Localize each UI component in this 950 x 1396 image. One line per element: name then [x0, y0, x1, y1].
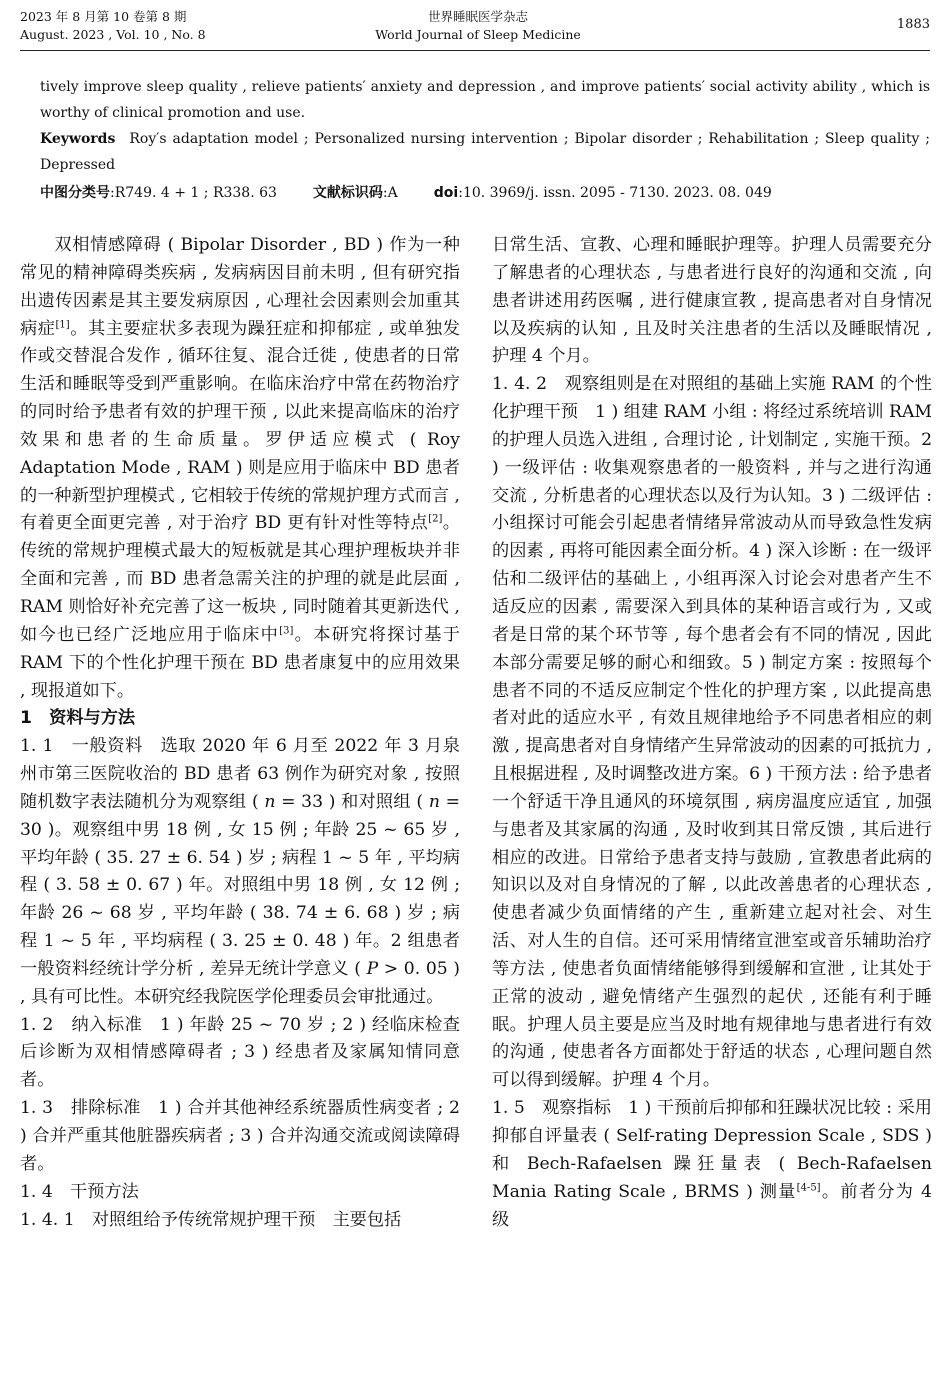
abstract-block	[40, 74, 930, 178]
section-1-3: 1. 3 排除标准 1 ) 合并其他神经系统器质性病变者 ; 2 ) 合并严重其他脏器疾病者 ; 3 ) 合并沟通交流或阅读障碍者。	[20, 1098, 460, 1174]
section-1-5: 1. 5 观察指标 1 ) 干预前后抑郁和狂躁状况比较 : 采用抑郁自评量表 ( Self-rating Depression Scale , SDS ) 和 Bech-Rafaelsen 躁狂量表 ( Bech-Rafaelsen Mania Rating Scale , BRMS ) 测量[4-5]。前者分为 4 级	[492, 1098, 932, 1230]
classification-line: 中图分类号:R749. 4 + 1 ; R338. 63 文献标识码:A doi:10. 3969/j. issn. 2095 - 7130. 2023. 08. 049	[40, 185, 772, 201]
citation-3: [3]	[279, 625, 294, 637]
journal-title-cn: 世界睡眠医学杂志	[427, 9, 528, 24]
abstract-continuation: tively improve sleep quality , relieve patients′ anxiety and depression , and improve patients′ social activity ability , which is worthy of clinical promotion and use.	[40, 79, 930, 121]
citation-2: [2]	[428, 513, 443, 525]
doc-code-value: A	[387, 185, 398, 201]
page-number: 1883	[896, 17, 930, 32]
running-header-left	[20, 8, 206, 44]
keywords-text: Roy′s adaptation model ; Personalized nursing intervention ; Bipolar disorder ; Rehabilitation ; Sleep quality ; Depressed	[40, 131, 930, 173]
running-header-center	[340, 8, 616, 44]
clc-label: 中图分类号	[40, 185, 110, 201]
keywords-label: Keywords	[40, 131, 116, 147]
keywords	[40, 126, 930, 178]
section-1-1: 1. 1 一般资料 选取 2020 年 6 月至 2022 年 3 月泉州市第三医院收治的 BD 患者 63 例作为研究对象 , 按照随机数字表法随机分为观察组 ( n = 33 ) 和对照组 ( n = 30 )。观察组中男 18 例 , 女 15 例 ; 年龄 25 ~ 65 岁 , 平均年龄 ( 35. 27 ± 6. 54 ) 岁 ; 病程 1 ~ 5 年 , 平均病程 ( 3. 58 ± 0. 67 ) 年。对照组中男 18 例 , 女 12 例 ; 年龄 26 ~ 68 岁 , 平均年龄 ( 38. 74 ± 6. 68 ) 岁 ; 病程 1 ~ 5 年 , 平均病程 ( 3. 25 ± 0. 48 ) 年。2 组患者一般资料经统计学分析 , 差异无统计学意义 ( P > 0. 05 ) , 具有可比性。本研究经我院医学伦理委员会审批通过。	[20, 736, 460, 1007]
section-1-4: 1. 4 干预方法	[20, 1181, 139, 1202]
doi-label: doi	[433, 185, 459, 201]
journal-title-en: World Journal of Sleep Medicine	[375, 27, 581, 42]
section-1-4-2: 1. 4. 2 观察组则是在对照组的基础上实施 RAM 的个性化护理干预 1 ) 组建 RAM 小组 : 将经过系统培训 RAM 的护理人员选入进组 , 合理讨论 , 计划制定 , 实施干预。2 ) 一级评估 : 收集观察患者的一般资料 , 并与之进行沟通交流 , 分析患者的心理状态以及行为认知。3 ) 二级评估 : 小组探讨可能会引起患者情绪异常波动从而导致急性发病的因素 , 再将可能因素全面分析。4 ) 深入诊断 : 在一级评估和二级评估的基础上 , 小组再深入讨论会对患者产生不适反应的因素 , 需要深入到具体的某种语言或行为 , 又或者是日常的某个环节等 , 每个患者会有不同的情况 , 因此本部分需要足够的耐心和细致。5 ) 制定方案 : 按照每个患者不同的不适反应制定个性化的护理方案 , 以此提高患者对此的适应水平 , 有效且规律地给予不同患者相应的刺激 , 提高患者对自身情绪产生异常波动的因素的可抵抗力 , 且根据进程 , 及时调整改进方案。6 ) 干预方法 : 给予患者一个舒适干净且通风的环境氛围 , 病房温度应适宜 , 加强与患者及其家属的沟通 , 及时收到其日常反馈 , 其后进行相应的改进。日常给予患者支持与鼓励 , 宣教患者此病的知识以及对自身情况的了解 , 以此改善患者的心理状态 , 使患者减少负面情绪的产生 , 重新建立起对社会、对生活、对人生的自信。还可采用情绪宣泄室或音乐辅助治疗等方法 , 使患者负面情绪能够得到缓解和宣泄 , 让其处于正常的波动 , 避免情绪产生强烈的起伏 , 还能有利于睡眠。护理人员主要是应当及时地有规律地与患者进行有效的沟通 , 使患者各方面都处于舒适的状态 , 心理问题自然可以得到缓解。护理 4 个月。	[492, 374, 932, 1091]
citation-4-5: [4-5]	[796, 1181, 821, 1193]
doc-code-label: 文献标识码	[312, 185, 383, 201]
clc-value: R749. 4 + 1 ; R338. 63	[114, 185, 277, 201]
header-rule	[20, 50, 930, 51]
control-group-continuation: 日常生活、宣教、心理和睡眠护理等。护理人员需要充分了解患者的心理状态 , 与患者进行良好的沟通和交流 , 向患者讲述用药医嘱 , 进行健康宣教 , 提高患者对自身情况以及疾病的认知 , 且及时关注患者的生活以及睡眠情况 , 护理 4 个月。	[492, 235, 932, 367]
right-column	[492, 232, 932, 1234]
issue-cn: 2023 年 8 月第 10 卷第 8 期	[20, 9, 187, 24]
section-1-4-1: 1. 4. 1 对照组给予传统常规护理干预 主要包括	[20, 1209, 402, 1230]
citation-1: [1]	[55, 318, 70, 330]
section-heading-1: 1 资料与方法	[20, 708, 136, 729]
issue-en: August. 2023 , Vol. 10 , No. 8	[20, 27, 206, 42]
left-column	[20, 232, 460, 1234]
doi-value: 10. 3969/j. issn. 2095 - 7130. 2023. 08. 049	[462, 185, 772, 201]
intro-paragraph: 双相情感障碍 ( Bipolar Disorder , BD ) 作为一种常见的精神障碍类疾病 , 发病病因目前未明 , 但有研究指出遗传因素是其主要发病原因 , 心理社会因素则会加重其病症[1]。其主要症状多表现为躁狂症和抑郁症 , 或单独发作或交替混合发作 , 循环往复、混合迁徙 , 使患者的日常生活和睡眠等受到严重影响。在临床治疗中常在药物治疗的同时给予患者有效的护理干预 , 以此来提高临床的治疗效果和患者的生命质量。罗伊适应模式 ( Roy Adaptation Mode , RAM ) 则是应用于临床中 BD 患者的一种新型护理模式 , 它相较于传统的常规护理方式而言 , 有着更全面更完善 , 对于治疗 BD 更有针对性等特点[2]。传统的常规护理模式最大的短板就是其心理护理板块并非全面和完善 , 而 BD 患者急需关注的护理的就是此层面 , RAM 则恰好补充完善了这一板块 , 同时随着其更新迭代 , 如今也已经广泛地应用于临床中[3]。本研究将探讨基于 RAM 下的个性化护理干预在 BD 患者康复中的应用效果 , 现报道如下。	[20, 235, 460, 701]
section-1-2: 1. 2 纳入标准 1 ) 年龄 25 ~ 70 岁 ; 2 ) 经临床检查后诊断为双相情感障碍者 ; 3 ) 经患者及家属知情同意者。	[20, 1014, 460, 1091]
